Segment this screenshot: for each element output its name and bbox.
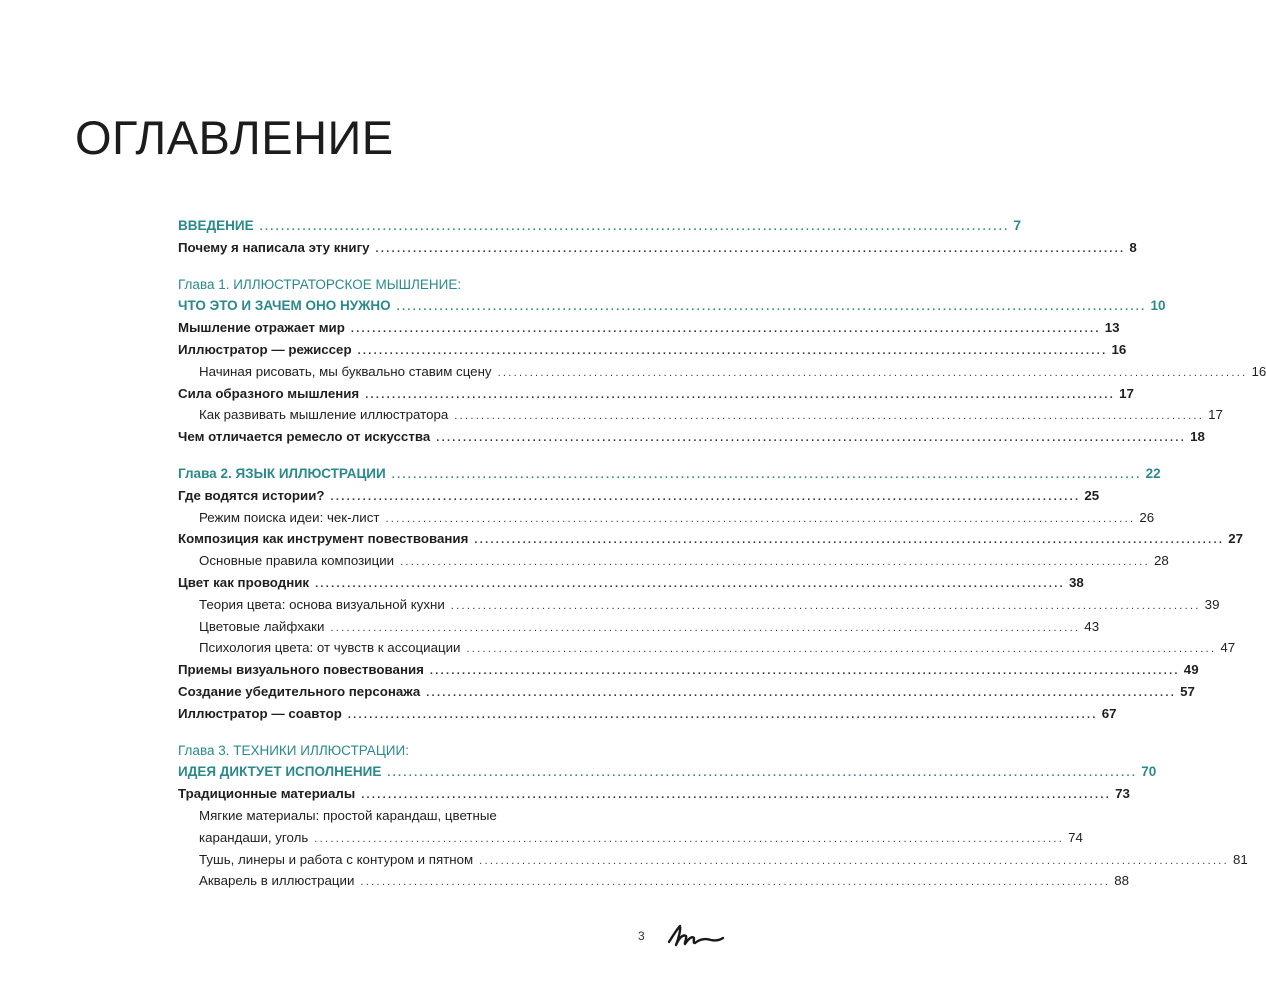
toc-page-number: 27 [1228, 531, 1244, 547]
toc-page-number: 8 [1129, 239, 1137, 255]
page-title: ОГЛАВЛЕНИЕ [75, 111, 394, 164]
toc-entry-label: Режим поиска идеи: чек-лист [199, 509, 380, 525]
toc-page-number: 17 [1119, 385, 1134, 401]
toc-page-number: 49 [1183, 662, 1199, 678]
leader-dots: ............................................................................................................................................ [375, 242, 1126, 255]
signature-icon [665, 921, 725, 951]
toc-entry-label: Композиция как инструмент повествования [178, 531, 469, 547]
toc-chapter2-heading[interactable] [178, 463, 1161, 485]
leader-dots: ............................................................................................................................................ [347, 708, 1098, 721]
toc-page-number: 57 [1180, 683, 1195, 699]
toc-entry-label: Психология цвета: от чувств к ассоциации [199, 640, 461, 656]
toc-entry[interactable] [178, 383, 1134, 405]
leader-dots: ............................................................................................................................................ [350, 323, 1101, 336]
toc-entry[interactable] [178, 783, 1130, 805]
leader-dots: ............................................................................................................................................ [429, 665, 1180, 678]
toc-entry[interactable] [178, 237, 1137, 259]
toc-entry-label: Цвет как проводник [178, 574, 310, 590]
toc-subentry[interactable] [178, 507, 1155, 529]
toc-subentry[interactable] [178, 870, 1130, 892]
toc-subentry[interactable] [178, 827, 1083, 849]
toc-chapter3-heading[interactable] [178, 761, 1157, 783]
toc-entry-label: ВВЕДЕНИЕ [178, 218, 254, 233]
toc-page-number: 28 [1153, 553, 1169, 569]
toc-chapter1-heading[interactable] [178, 295, 1166, 317]
toc-entry-label: ИДЕЯ ДИКТУЕТ ИСПОЛНЕНИЕ [178, 764, 382, 780]
toc-entry-label: Сила образного мышления [178, 385, 360, 401]
toc-entry-label: Почему я написала эту книгу [178, 239, 370, 255]
page-number: 3 [638, 929, 645, 943]
toc-subentry[interactable] [178, 404, 1223, 426]
toc-entry[interactable] [178, 659, 1199, 681]
toc-entry-label: Как развивать мышление иллюстратора [199, 407, 449, 423]
table-of-contents [178, 215, 1266, 892]
toc-page-number: 38 [1068, 574, 1084, 590]
leader-dots: ............................................................................................................................................ [360, 876, 1111, 889]
toc-entry-label: Мышление отражает мир [178, 320, 345, 336]
leader-dots: ............................................................................................................................................ [357, 344, 1108, 357]
toc-entry-label: Приемы визуального повествования [178, 662, 424, 678]
toc-page-number: 22 [1145, 465, 1161, 481]
toc-entry[interactable] [178, 681, 1195, 703]
toc-subentry-line1[interactable]: Мягкие материалы: простой карандаш, цветные [199, 807, 497, 823]
leader-dots: ............................................................................................................................................ [391, 468, 1142, 481]
toc-page-number: 18 [1190, 429, 1205, 445]
toc-page-number: 74 [1068, 829, 1083, 845]
toc-entry[interactable] [178, 317, 1120, 339]
toc-entry-label: Основные правила композиции [199, 553, 395, 569]
leader-dots: ............................................................................................................................................ [400, 556, 1150, 569]
leader-dots: ............................................................................................................................................ [497, 366, 1248, 379]
toc-chapter1-heading-line1[interactable]: Глава 1. ИЛЛЮСТРАТОРСКОЕ МЫШЛЕНИЕ: [178, 276, 462, 292]
toc-entry-label: Акварель в иллюстрации [199, 873, 355, 889]
leader-dots: ............................................................................................................................................ [426, 686, 1177, 699]
toc-entry-label: Глава 2. ЯЗЫК ИЛЛЮСТРАЦИИ [178, 465, 386, 481]
toc-page-number: 67 [1101, 705, 1117, 721]
toc-page-number: 88 [1114, 873, 1130, 889]
toc-entry-label: Цветовые лайфхаки [199, 618, 325, 634]
leader-dots: ............................................................................................................................................ [314, 832, 1065, 845]
toc-entry-label: Чем отличается ремесло от искусства [178, 429, 431, 445]
toc-entry-label: Иллюстратор — соавтор [178, 705, 342, 721]
toc-entry-label: карандаши, уголь [199, 829, 309, 845]
toc-subentry[interactable] [178, 361, 1266, 383]
toc-page-number: 73 [1115, 786, 1130, 802]
toc-entry-label: Иллюстратор — режиссер [178, 341, 352, 357]
toc-page-number: 43 [1084, 618, 1100, 634]
toc-entry-label: Теория цвета: основа визуальной кухни [199, 596, 445, 612]
toc-subentry[interactable] [178, 550, 1169, 572]
toc-entry[interactable] [178, 485, 1100, 507]
leader-dots: ............................................................................................................................................ [466, 643, 1217, 656]
toc-entry-label: Создание убедительного персонажа [178, 683, 421, 699]
leader-dots: ............................................................................................................................................ [330, 621, 1081, 634]
leader-dots: ............................................................................................................................................ [479, 854, 1230, 867]
toc-page-number: 13 [1104, 320, 1120, 336]
toc-page-number: 26 [1139, 509, 1155, 525]
toc-entry-label: Начиная рисовать, мы буквально ставим сцену [199, 363, 492, 379]
leader-dots: ............................................................................................................................................ [450, 599, 1201, 612]
toc-entry-label: Традиционные материалы [178, 786, 356, 802]
toc-entry[interactable] [178, 528, 1244, 550]
toc-page-number: 70 [1141, 764, 1157, 780]
toc-subentry[interactable] [178, 637, 1236, 659]
toc-page-number: 16 [1111, 341, 1127, 357]
leader-dots: ............................................................................................................................................ [454, 410, 1205, 423]
toc-entry[interactable] [178, 426, 1205, 448]
leader-dots: ............................................................................................................................................ [396, 301, 1147, 314]
toc-entry-label: Тушь, линеры и работа с контуром и пятном [199, 851, 474, 867]
leader-dots: ............................................................................................................................................ [387, 767, 1138, 780]
toc-page-number: 47 [1220, 640, 1236, 656]
toc-page-number: 17 [1208, 407, 1223, 423]
toc-page-number: 10 [1150, 298, 1166, 314]
toc-entry[interactable] [178, 339, 1127, 361]
leader-dots: ............................................................................................................................................ [259, 221, 1010, 233]
leader-dots: ............................................................................................................................................ [330, 490, 1081, 503]
leader-dots: ............................................................................................................................................ [474, 534, 1225, 547]
toc-subentry[interactable] [178, 616, 1100, 638]
toc-chapter3-heading-line1[interactable]: Глава 3. ТЕХНИКИ ИЛЛЮСТРАЦИИ: [178, 742, 409, 758]
toc-page-number: 81 [1233, 851, 1248, 867]
toc-page-number: 16 [1251, 363, 1266, 379]
toc-page-number: 39 [1204, 596, 1220, 612]
toc-entry[interactable] [178, 572, 1084, 594]
toc-subentry[interactable] [178, 849, 1248, 871]
leader-dots: ............................................................................................................................................ [361, 789, 1112, 802]
toc-subentry[interactable] [178, 594, 1220, 616]
toc-page-number: 7 [1013, 218, 1021, 233]
leader-dots: ............................................................................................................................................ [385, 512, 1136, 525]
toc-page-number: 25 [1084, 487, 1100, 503]
toc-intro-heading[interactable] [178, 215, 1021, 237]
toc-entry-label: Где водятся истории? [178, 487, 325, 503]
leader-dots: ............................................................................................................................................ [365, 388, 1116, 401]
leader-dots: ............................................................................................................................................ [436, 432, 1187, 445]
toc-entry-label: ЧТО ЭТО И ЗАЧЕМ ОНО НУЖНО [178, 298, 391, 314]
toc-entry[interactable] [178, 703, 1117, 725]
leader-dots: ............................................................................................................................................ [315, 577, 1065, 590]
